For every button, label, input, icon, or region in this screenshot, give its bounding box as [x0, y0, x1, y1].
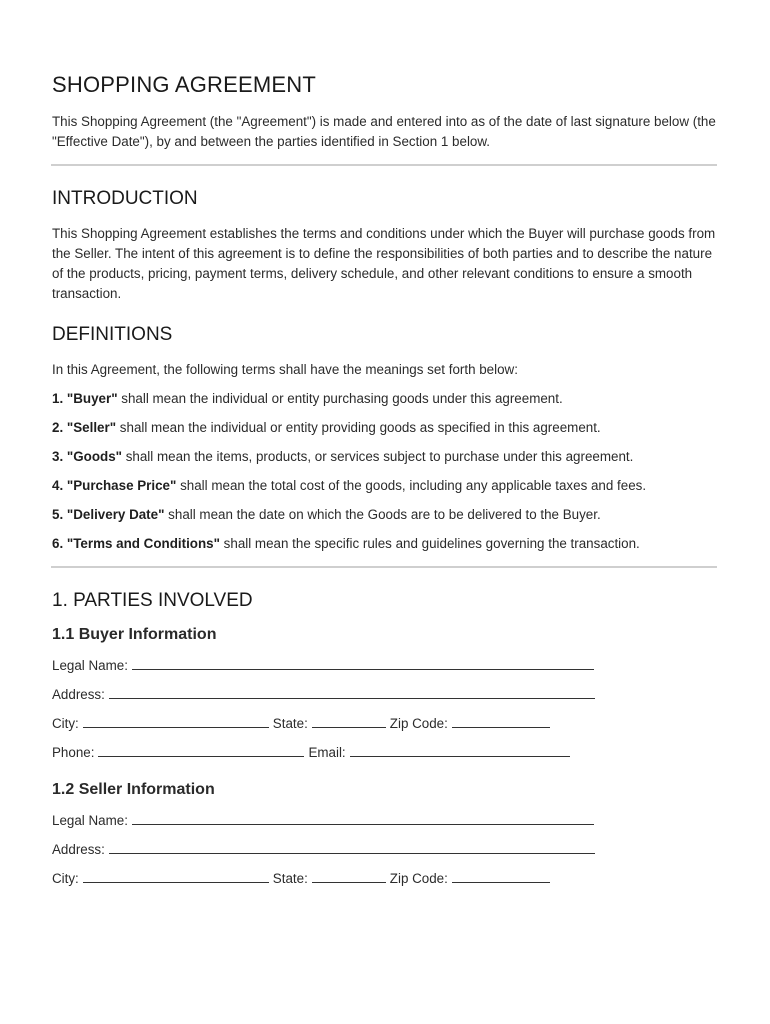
definition-item — [52, 476, 718, 496]
buyer-city-field[interactable] — [83, 714, 269, 728]
seller-zip-code-field[interactable] — [452, 869, 550, 883]
definition-item — [52, 505, 718, 525]
definition-text: shall mean the individual or entity providing goods as specified in this agreement. — [116, 420, 601, 435]
buyer-state-field[interactable] — [312, 714, 386, 728]
definition-term: 4. "Purchase Price" — [52, 478, 177, 493]
seller-info-heading: 1.2 Seller Information — [52, 781, 215, 798]
section-divider — [51, 566, 717, 568]
definition-term: 1. "Buyer" — [52, 391, 118, 406]
introduction-text: This Shopping Agreement establishes the terms and conditions under which the Buyer will purchase goods from the Seller. The intent of this agreement is to define the responsibilities of both parties and to describe the nature of the products, pricing, payment terms, delivery schedule, and other relevant conditions to ensure a smooth transaction. — [52, 226, 716, 301]
seller-city-field[interactable] — [83, 869, 269, 883]
buyer-legal-name-field[interactable] — [132, 656, 594, 670]
email-label: Email: — [308, 745, 346, 760]
definition-text: shall mean the specific rules and guidelines governing the transaction. — [219, 536, 640, 551]
buyer-city-row — [52, 714, 718, 734]
definition-term: 5. "Delivery Date" — [52, 507, 165, 522]
buyer-address-row — [52, 685, 718, 705]
document-title: SHOPPING AGREEMENT — [52, 72, 316, 97]
city-label: City: — [52, 871, 79, 886]
definitions-heading: DEFINITIONS — [52, 324, 173, 345]
definition-text: shall mean the total cost of the goods, including any applicable taxes and fees. — [176, 478, 647, 493]
buyer-address-field[interactable] — [109, 685, 595, 699]
buyer-email-field[interactable] — [350, 743, 570, 757]
state-label: State: — [272, 871, 308, 886]
definition-text: shall mean the items, products, or services subject to purchase under this agreement. — [122, 449, 634, 464]
intro-paragraph: This Shopping Agreement (the "Agreement") is made and entered into as of the date of last signature below (the "Effective Date"), by and between the parties identified in Section 1 below. — [52, 114, 716, 149]
buyer-info-heading: 1.1 Buyer Information — [52, 626, 217, 643]
definition-text: shall mean the individual or entity purchasing goods under this agreement. — [117, 391, 563, 406]
address-label: Address: — [52, 687, 105, 702]
city-label: City: — [52, 716, 79, 731]
definition-item — [52, 389, 718, 409]
definition-item — [52, 447, 718, 467]
buyer-phone-field[interactable] — [98, 743, 304, 757]
seller-address-field[interactable] — [109, 840, 595, 854]
definition-term: 3. "Goods" — [52, 449, 122, 464]
legal-name-label: Legal Name: — [52, 813, 128, 828]
definition-item — [52, 418, 718, 438]
phone-label: Phone: — [52, 745, 95, 760]
address-label: Address: — [52, 842, 105, 857]
state-label: State: — [272, 716, 308, 731]
definitions-lead: In this Agreement, the following terms shall have the meanings set forth below: — [52, 362, 518, 377]
definition-item — [52, 534, 718, 554]
legal-name-label: Legal Name: — [52, 658, 128, 673]
buyer-phone-row — [52, 743, 718, 763]
parties-section — [52, 590, 718, 889]
zip-code-label: Zip Code: — [389, 716, 448, 731]
buyer-zip-code-field[interactable] — [452, 714, 550, 728]
seller-legal-name-field[interactable] — [132, 811, 594, 825]
parties-heading: 1. PARTIES INVOLVED — [52, 590, 253, 611]
definitions-section — [52, 324, 718, 554]
definition-term: 2. "Seller" — [52, 420, 117, 435]
definition-term: 6. "Terms and Conditions" — [52, 536, 220, 551]
seller-address-row — [52, 840, 718, 860]
introduction-section — [52, 188, 718, 304]
seller-state-field[interactable] — [312, 869, 386, 883]
definition-text: shall mean the date on which the Goods are to be delivered to the Buyer. — [164, 507, 601, 522]
buyer-legal-name-row — [52, 656, 718, 676]
zip-code-label: Zip Code: — [389, 871, 448, 886]
seller-city-row — [52, 869, 718, 889]
seller-legal-name-row — [52, 811, 718, 831]
introduction-heading: INTRODUCTION — [52, 188, 198, 209]
section-divider — [51, 164, 717, 166]
